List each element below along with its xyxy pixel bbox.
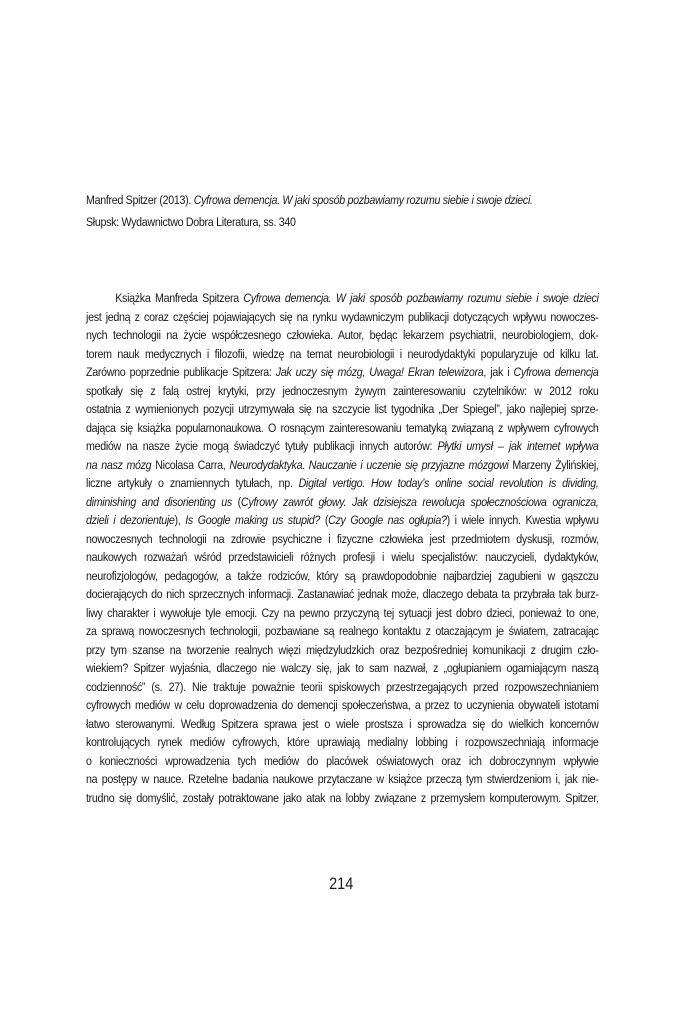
body-text-segment: kontrolujących rynek mediów cyfrowych, które uprawiają medialny lobbing i rozpowszechniają informacje [86,735,599,749]
italic-title-text: Jak uczy się mózg, Uwaga! Ekran telewizora [275,365,484,379]
italic-title-text: Cyfrowy zawrót głowy. Jak dzisiejsza rewolucja społecznościowa ogranicza, [240,494,599,509]
italic-title-text: Neurodydaktyka. Nauczanie i uczenie się przyjazne mózgowi [229,457,509,472]
body-text-segment: o konieczności wprowadzenia tych mediów do placówek oświatowych oraz ich dobroczynnym wpływie [86,753,599,768]
body-text-segment: Nicolasa Carra, [151,457,230,472]
body-line [86,659,599,678]
italic-title-text: Digital vertigo. How today’s online social revolution is dividing, [298,476,599,490]
body-text-segment: ostatnia z wymienionych pozycji utrzymywała się na szczycie list tygodnika „Der Spiegel”, jako najlepiej sprze- [86,402,599,416]
body-text-segment: mediów na nasze życie mogą świadczyć tytuły publikacji innych autorów: [86,439,438,453]
body-line [86,456,599,475]
body-line [86,474,599,493]
reference-book-title: Cyfrowa demencja. W jaki sposób pozbawiamy rozumu siebie i swoje dzieci. [193,193,533,207]
body-line [86,289,599,308]
reference-line-2: Słupsk: Wydawnictwo Dobra Literatura, ss. 340 [86,215,296,229]
body-text-segment: ( [231,494,241,509]
body-text-segment: Marzeny Żylińskiej, [508,457,599,472]
review-body [86,289,599,807]
body-line [86,437,599,456]
italic-title-text: Płytki umysł – jak internet wpływa [437,439,599,453]
body-line [86,622,599,641]
body-text-segment: docierających do nich sprzecznych informacji. Zastanawiać jednak może, dlaczego debata ta przybrała tak burz- [86,587,599,601]
body-text-segment: trudno się domyślić, zostały potraktowane jako atak na lobby związane z przemysłem komputerowym. Spitzer, [86,790,599,805]
body-line [86,696,599,715]
body-line [86,493,599,512]
body-text-segment: łatwo sterowanymi. Według Spitzera sprawa jest o wiele prostsza i sprowadza się do wielkich koncernów [86,716,599,731]
body-line [86,326,599,345]
page-number-text: 214 [328,874,354,893]
italic-title-text: dzieli i dezorientuje [86,513,175,527]
reference-author-year: Manfred Spitzer (2013). [86,193,194,207]
body-line [86,382,599,401]
body-text-segment: naukowych rozważań wśród przedstawicieli różnych profesji i wielu specjalistów: nauczycieli, dydaktyków, [86,550,599,564]
italic-title-text: Is Google making us stupid? [185,513,321,527]
body-line [86,548,599,567]
body-line [86,530,599,549]
body-text-segment: nowoczesnych technologii na zdrowie psychiczne i fizyczne człowieka jest przedmiotem dyskusji, rozmów, [86,531,599,546]
body-line [86,345,599,364]
body-line [86,585,599,604]
body-line [86,419,599,438]
body-text-segment: liwy charakter i wywołuje tyle emocji. Czy na pewno przyczyną tej sytuacji jest dobro dzieci, ponieważ to one, [86,605,599,620]
body-line [86,604,599,623]
body-text-segment: ) i wiele innych. Kwestia wpływu [446,513,599,527]
body-line [86,308,599,327]
body-text-segment: , jak i [483,365,514,379]
body-text-segment: neurofizjologów, pedagogów, a także rodziców, który są prawdopodobnie najbardziej zagubieni w gąszczu [86,568,599,583]
italic-title-text: Czy Google nas ogłupia? [328,513,447,527]
body-text-segment: ( [320,513,329,527]
body-text-segment: torem nauk medycznych i filozofii, wiedzę na temat neurobiologii i neurodydaktyki popularyzuje od kilku lat. [86,346,599,361]
body-text-segment: dająca się książka popularnonaukowa. O rosnącym zainteresowaniu tematyką związaną z wpływem cyfrowych [86,420,599,435]
body-text-segment: nych technologii na życie współczesnego człowieka. Autor, będąc lekarzem psychiatrii, neurobiologiem, dok- [86,328,599,342]
body-text-segment: wiekiem? Spitzer wyjaśnia, dlaczego nie walczy się, jak to sam nazwał, z „ogłupianiem ogarniającym naszą [86,661,599,675]
body-text-segment: za sprawą nowoczesnych technologii, pozbawiane są realnego kontaktu z otaczającym je światem, zatracając [86,624,599,638]
italic-title-text: diminishing and disorienting us [86,494,232,509]
body-text-segment: ), [174,513,186,527]
body-line [86,752,599,771]
page-number [0,874,682,894]
body-line [86,770,599,789]
body-line [86,641,599,660]
body-text-segment: spotkały się z falą ostrej krytyki, przy jednoczesnym żywym zainteresowaniu czytelników: w 2012 roku [86,383,599,398]
body-line [86,733,599,752]
italic-title-text: na nasz mózg [86,457,152,472]
body-line [86,789,599,808]
body-text-segment: codzienność” (s. 27). Nie traktuje poważnie teorii spiskowych przestrzegających przed rozpowszechnianiem [86,679,599,694]
body-text-segment: liczne artykuły o znamiennych tytułach, np. [86,476,299,490]
italic-title-text: Cyfrowa demencja [513,365,599,379]
body-line [86,400,599,419]
italic-title-text: Cyfrowa demencja. W jaki sposób pozbawiamy rozumu siebie i swoje dzieci [243,291,599,305]
book-reference [86,189,606,233]
body-text-segment: przy tym szanse na tworzenie realnych więzi międzyludzkich oraz bezpośredniej komunikacji z drugim czło- [86,642,599,657]
body-text-segment: jest jedną z coraz częściej pojawiających się na rynku wydawniczym publikacji dotyczących wpływu nowoczes- [86,309,599,324]
body-text-segment: na postępy w nauce. Rzetelne badania naukowe przytaczane w książce przeczą tym stwierdzeniom i, jak nie- [86,772,599,786]
body-line [86,363,599,382]
reference-line-1 [86,189,606,211]
body-line [86,715,599,734]
body-line [86,511,599,530]
body-line [86,567,599,586]
body-line [86,678,599,697]
body-text-segment: cyfrowych mediów w celu doprowadzenia do demencji społeczeństwa, a przez to uczynienia obywateli istotami [86,698,599,712]
body-text-segment: Zarówno poprzednie publikacje Spitzera: [86,365,276,379]
body-text-segment: Książka Manfreda Spitzera [115,291,244,305]
